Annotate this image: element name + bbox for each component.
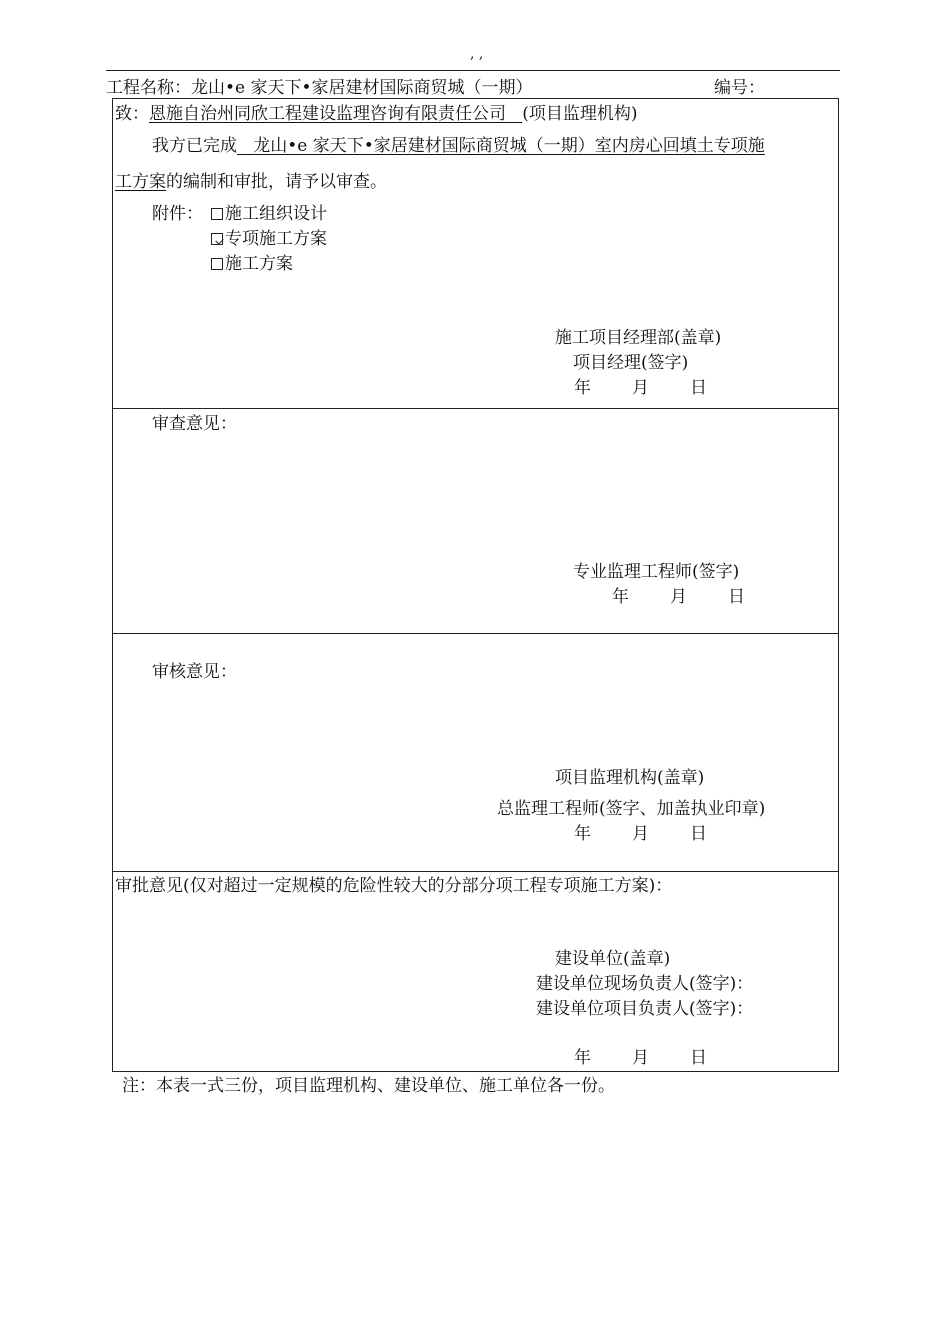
attachment-label-text: 施工方案 [225,254,293,274]
sign-dept: 施工项目经理部(盖章) [555,328,722,348]
body-line-2 [115,172,387,192]
header-top-rule [106,70,840,71]
table-right-border [838,98,839,1071]
body-suffix: 的编制和审批，请予以审查。 [166,172,387,192]
row-divider-2 [112,633,839,634]
date-year: 年 [612,587,629,607]
checkbox-icon[interactable] [211,258,223,270]
table-bottom-border [112,1071,839,1072]
date-year: 年 [574,1048,591,1068]
project-name: 龙山•e 家天下•家居建材国际商贸城（一期） [191,78,533,98]
approval-title: 审批意见(仅对超过一定规模的危险性较大的分部分项工程专项施工方案)： [115,876,673,896]
audit-sign-org: 项目监理机构(盖章) [555,768,705,788]
project-label: 工程名称： [106,78,191,98]
review-title: 审查意见： [152,414,237,434]
addressee-suffix: (项目监理机构) [522,104,638,124]
date-year: 年 [574,824,591,844]
project-name-row [106,78,533,98]
approval-sign-project: 建设单位项目负责人(签字)： [536,999,754,1019]
approval-sign-unit: 建设单位(盖章) [555,949,671,969]
audit-title: 审核意见： [152,662,237,682]
to-label: 致： [115,104,149,124]
top-mark: , , [470,46,484,62]
attachment-label-text: 专项施工方案 [225,229,327,249]
checkbox-icon[interactable] [211,208,223,220]
body-prefix: 我方已完成 [152,136,237,156]
sign-manager: 项目经理(签字) [573,353,689,373]
addressee-org: 恩施自治州同欣工程建设监理咨询有限责任公司 [149,104,506,124]
audit-sign-chief: 总监理工程师(签字、加盖执业印章) [497,799,766,819]
body-line-1 [152,136,765,156]
attachment-label-text: 施工组织设计 [225,204,327,224]
attachment-item-construction-plan[interactable] [211,254,293,274]
review-sign: 专业监理工程师(签字) [573,562,740,582]
attachment-item-org-design[interactable] [211,204,327,224]
date-month: 月 [632,824,649,844]
date-month: 月 [632,1048,649,1068]
number-label: 编号： [714,78,765,98]
body-project-cont: 工方案 [115,172,166,192]
date-day: 日 [690,378,707,398]
approval-sign-site: 建设单位现场负责人(签字)： [536,974,754,994]
addressee-row [115,104,637,124]
date-day: 日 [690,1048,707,1068]
checked-checkbox-icon[interactable] [211,233,223,245]
table-top-border [112,98,839,99]
footer-note: 注：本表一式三份，项目监理机构、建设单位、施工单位各一份。 [122,1076,615,1096]
attachment-label: 附件： [152,204,203,224]
date-month: 月 [632,378,649,398]
date-day: 日 [690,824,707,844]
date-month: 月 [670,587,687,607]
row-divider-3 [112,871,839,872]
date-day: 日 [728,587,745,607]
row-divider-1 [112,408,839,409]
attachment-item-special-plan[interactable] [211,229,327,249]
table-left-border [112,98,113,1071]
date-year: 年 [574,378,591,398]
body-project: 龙山•e 家天下•家居建材国际商贸城（一期）室内房心回填土专项施 [253,136,765,156]
